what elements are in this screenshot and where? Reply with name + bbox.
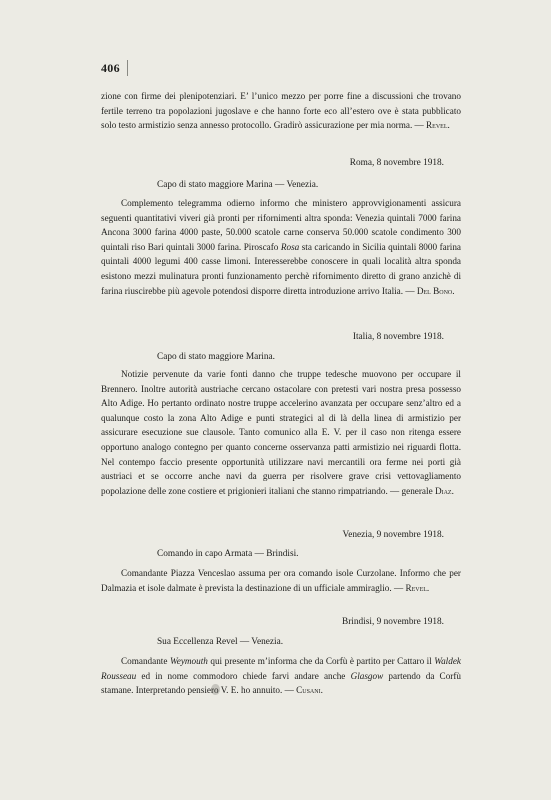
signature: Diaz. (434, 485, 454, 496)
opening-signature: Revel. (426, 120, 450, 131)
body-text-run: Comandante Piazza Venceslao assuma per ora comando isole Curzolane. Informo che per Dalmazia et isole dalmate è prevista la destinazione di un ufficiale ammiraglio. — (101, 568, 461, 593)
telegram-1-body (101, 196, 461, 298)
italic-ship-name: Weymouth (169, 656, 208, 666)
telegram-2-addressee: Capo di stato maggiore Marina. (157, 352, 275, 362)
body-text-run: partendo da Corfù stamane. Interpretando pensiero V. E. ho annuito. — (101, 670, 461, 696)
telegram-2-body (101, 367, 461, 498)
telegram-4-addressee: Sua Eccellenza Revel — Venezia. (157, 637, 284, 647)
italic-ship-name: Waldek Rousseau (101, 656, 461, 681)
body-text-run: sta caricando in Sicilia quintali 8000 farina quintali 4000 legumi 400 casse limoni. Interesserebbe conoscere in quali località altra sponda esistono mezzi mulinatura pronti funzionamento perchè rifornimento diretto di grano anzichè di farina riuscirebbe più agevole potendosi disporre diretta introduzione arrivo Italia. — (101, 241, 461, 296)
signature: Del Bono. (416, 285, 455, 296)
body-text-run: ed in nome commodoro chiede farvi andare anche (136, 670, 351, 681)
telegram-body-text (101, 367, 461, 498)
opening-text: zione con firme dei plenipotenziari. E’ l’unico mezzo per porre fine a discussioni che trovano fertile terreno tra popolazioni jugoslave e che hanno forte eco all’estero ove è stata pubblicato solo testo armistizio senza annesso protocollo. Gradirò assicurazione per mia norma. — (101, 91, 461, 131)
ink-blot (211, 684, 220, 695)
telegram-3-date: Venezia, 9 novembre 1918. (342, 530, 444, 540)
opening-paragraph (101, 89, 461, 133)
telegram-body-text (101, 196, 461, 298)
page-number-rule (127, 60, 128, 76)
telegram-1-addressee: Capo di stato maggiore Marina — Venezia. (157, 180, 319, 190)
telegram-4-body (101, 654, 461, 698)
signature: Cusani. (296, 685, 323, 696)
body-text-run: Comandante (121, 656, 170, 666)
telegram-1-date: Roma, 8 novembre 1918. (349, 158, 444, 168)
telegram-body-text (101, 654, 461, 698)
body-text-run: Notizie pervenute da varie fonti danno che truppe tedesche muovono per occupare il Brennero. Inoltre autorità austriache cercano ostacolare con pretesti vari nostra presa possesso Alto Adige. Ho pertanto ordinato nostre truppe accelerino avanzata per occupare senz’altro ed a qualunque costo la zona Alto Adige e punti strategici al di là della linea di armistizio per assicurare esecuzione sue clausole. Tanto comunico alla E. V. per il caso non ritenga essere opportuno analogo contegno per quanto concerne osservanza patti armistizio nei riguardi flotta. Nel contempo faccio presente opportunità utilizzare navi mercantili ora ferme nei porti già austriaci et se occorre anche navi da guerra per risolvere grave crisi vettovagliamento popolazione delle zone costiere et prigionieri italiani che stanno rimpatriando. — generale (101, 369, 461, 496)
signature: Revel. (405, 582, 430, 593)
telegram-4-date: Brindisi, 9 novembre 1918. (342, 617, 444, 627)
telegram-2-date: Italia, 8 novembre 1918. (352, 332, 444, 342)
italic-ship-name: Rosa (280, 241, 300, 252)
body-text-run: qui presente m’informa che da Corfù è partito per Cattaro il (207, 656, 435, 666)
telegram-body-text (101, 566, 461, 595)
telegram-3-addressee: Comando in capo Armata — Brindisi. (157, 549, 299, 559)
page-number: 406 (101, 61, 120, 75)
italic-ship-name: Glasgow (350, 670, 384, 681)
telegram-3-body (101, 566, 461, 595)
body-text-run: Complemento telegramma odierno informo che ministero approvvigionamenti assicura seguenti quantitativi viveri già pronti per rifornimenti altra sponda: Venezia quintali 7000 farina Ancona 3000 farina 4000 paste, 50.000 scatole carne conserva 50.000 scatole condimento 300 quintali riso Bari quintali 3000 farina. Piroscafo (101, 198, 461, 252)
